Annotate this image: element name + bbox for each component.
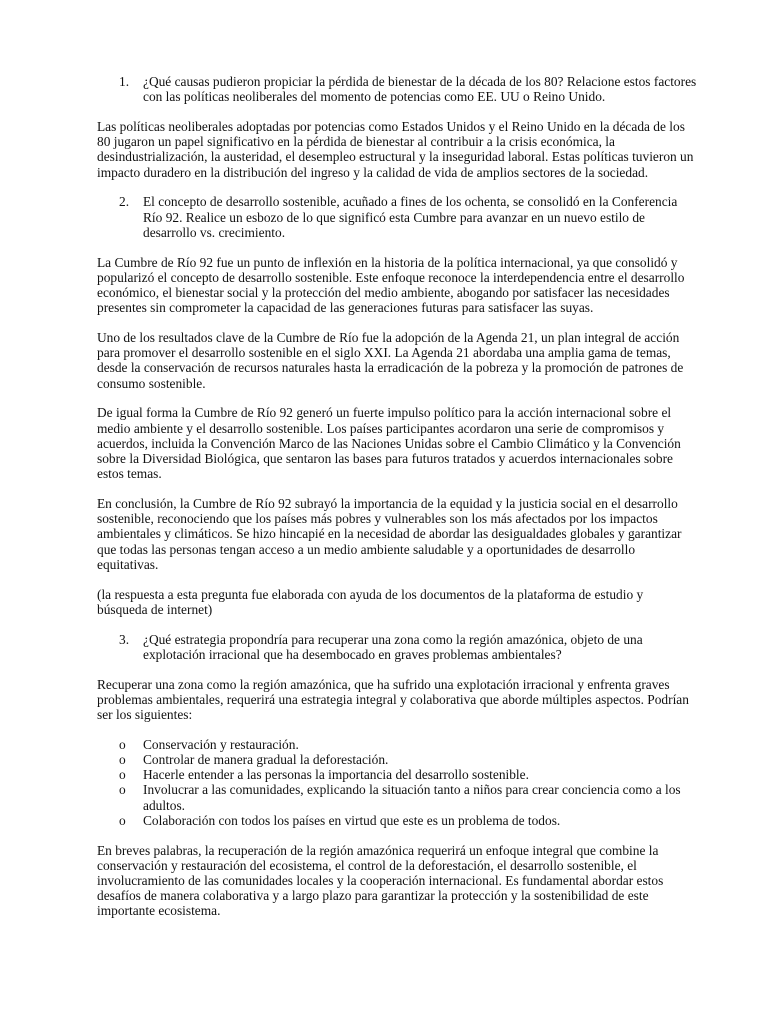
list-item xyxy=(97,767,697,782)
bullet-icon: o xyxy=(119,812,126,828)
document-page xyxy=(97,74,697,933)
list-item-text: Controlar de manera gradual la deforestación. xyxy=(143,752,389,768)
question-3 xyxy=(97,632,697,662)
strategy-list xyxy=(97,737,697,828)
question-1 xyxy=(97,74,697,104)
list-item xyxy=(97,737,697,752)
list-item xyxy=(97,782,697,812)
list-item-text: Conservación y restauración. xyxy=(143,736,299,752)
question-text: ¿Qué causas pudieron propiciar la pérdida de bienestar de la década de los 80? Relacione estos factores con las políticas neoliberales del momento de potencias como EE. UU o Reino Unido. xyxy=(143,74,697,105)
answer-3-intro: Recuperar una zona como la región amazónica, que ha sufrido una explotación irracional y enfrenta graves problemas ambientales, requerirá una estrategia integral y colaborativa que aborde múltiples aspectos. Podrían ser los siguientes: xyxy=(97,676,689,723)
list-item-text: Involucrar a las comunidades, explicando la situación tanto a niños para crear conciencia como a los adultos. xyxy=(143,782,681,813)
question-number: 3. xyxy=(119,631,130,647)
list-item xyxy=(97,752,697,767)
answer-1-paragraph: Las políticas neoliberales adoptadas por potencias como Estados Unidos y el Reino Unido en la década de los 80 jugaron un papel significativo en la pérdida de bienestar al contribuir a la crisis económica, la desindustrialización, la austeridad, el desempleo estructural y la inseguridad laboral. Estas políticas tuvieron un impacto duradero en la distribución del ingreso y la calidad de vida de amplios sectores de la sociedad. xyxy=(97,119,694,180)
list-item-text: Hacerle entender a las personas la importancia del desarrollo sostenible. xyxy=(143,767,529,783)
question-2 xyxy=(97,194,697,240)
list-item-text: Colaboración con todos los países en virtud que este es un problema de todos. xyxy=(143,812,561,828)
answer-2-note: (la respuesta a esta pregunta fue elaborada con ayuda de los documentos de la plataforma de estudio y búsqueda de internet) xyxy=(97,586,644,617)
answer-2-paragraph: Uno de los resultados clave de la Cumbre de Río fue la adopción de la Agenda 21, un plan integral de acción para promover el desarrollo sostenible en el siglo XXI. La Agenda 21 abordaba una amplia gama de temas, desde la conservación de recursos naturales hasta la erradicación de la pobreza y la promoción de patrones de consumo sostenible. xyxy=(97,330,684,391)
question-number: 1. xyxy=(119,74,130,89)
question-text: ¿Qué estrategia propondría para recuperar una zona como la región amazónica, objeto de una explotación irracional que ha desembocado en graves problemas ambientales? xyxy=(143,631,643,662)
answer-2-paragraph: De igual forma la Cumbre de Río 92 generó un fuerte impulso político para la acción internacional sobre el medio ambiente y el desarrollo sostenible. Los países participantes acordaron una serie de compromisos y acuerdos, incluida la Convención Marco de las Naciones Unidas sobre el Cambio Climático y la Convención sobre la Diversidad Biológica, que sentaron las bases para futuros tratados y acuerdos internacionales sobre estos temas. xyxy=(97,405,681,482)
answer-3-conclusion: En breves palabras, la recuperación de la región amazónica requerirá un enfoque integral que combine la conservación y restauración del ecosistema, el control de la deforestación, el desarrollo sostenible, el involucramiento de las comunidades locales y la cooperación internacional. Es fundamental abordar estos desafíos de manera colaborativa y a largo plazo para garantizar la protección y la sostenibilidad de este importante ecosistema. xyxy=(97,842,664,919)
question-text: El concepto de desarrollo sostenible, acuñado a fines de los ochenta, se consolidó en la Conferencia Río 92. Realice un esbozo de lo que significó esta Cumbre para avanzar en un nuevo estilo de desarrollo vs. crecimiento. xyxy=(143,194,678,240)
bullet-icon: o xyxy=(119,736,126,752)
bullet-icon: o xyxy=(119,767,126,783)
bullet-icon: o xyxy=(119,782,126,798)
question-number: 2. xyxy=(119,194,130,210)
answer-2-paragraph: La Cumbre de Río 92 fue un punto de inflexión en la historia de la política internacional, ya que consolidó y popularizó el concepto de desarrollo sostenible. Este enfoque reconoce la interdependencia entre el desarrollo económico, el bienestar social y la protección del medio ambiente, abogando por satisfacer las necesidades presentes sin comprometer la capacidad de las generaciones futuras para satisfacer las suyas. xyxy=(97,254,685,316)
bullet-icon: o xyxy=(119,752,126,768)
list-item xyxy=(97,813,697,828)
answer-2-paragraph: En conclusión, la Cumbre de Río 92 subrayó la importancia de la equidad y la justicia social en el desarrollo sostenible, reconociendo que los países más pobres y vulnerables son los más afectados por los impactos ambientales y climáticos. Se hizo hincapié en la necesidad de abordar las desigualdades globales y garantizar que todas las personas tengan acceso a un medio ambiente saludable y a oportunidades de desarrollo equitativas. xyxy=(97,496,682,572)
